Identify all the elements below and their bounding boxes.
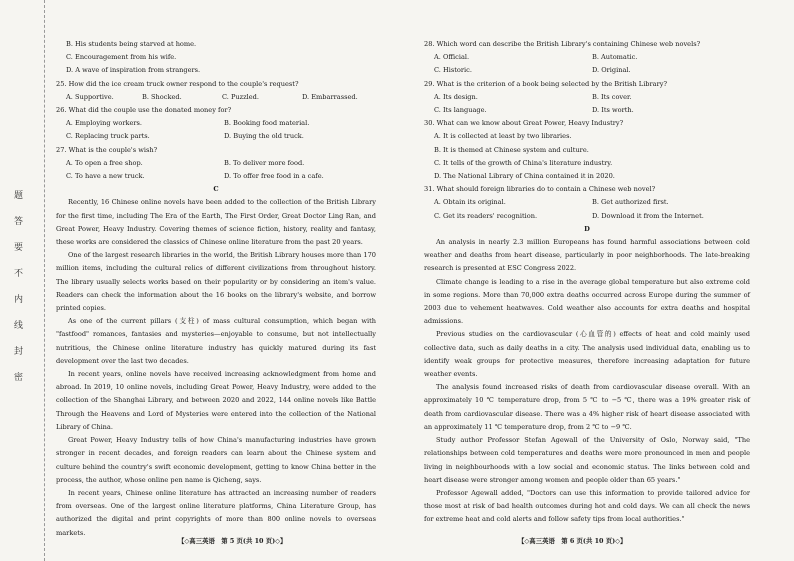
margin-char: 不 — [14, 269, 24, 279]
option-line: D. A wave of inspiration from strangers. — [66, 66, 201, 75]
question-stem: 29. What is the criterion of a book being selected by the British Library? — [424, 79, 668, 88]
passage-paragraph: Previous studies on the cardiovascular (心血管的) effects of heat and cold mainly used collective data, such as daily deaths in a city. The analysis used individual data, enabling us to identify weak groups for protective measures, therefore increasing adaptation for future weather events. — [424, 330, 750, 379]
option: A. Official. — [434, 53, 470, 62]
option-line: B. His students being starved at home. — [66, 40, 197, 48]
margin-char: 题 — [14, 191, 24, 201]
margin-char: 答 — [14, 217, 24, 227]
option: D. Embarrassed. — [302, 92, 358, 101]
option: C. To have a new truck. — [66, 172, 145, 181]
option-row — [56, 91, 376, 104]
question-stem: 28. Which word can describe the British Library's containing Chinese web novels? — [424, 40, 701, 48]
margin-char: 线 — [14, 321, 24, 331]
margin-char: 封 — [14, 347, 24, 357]
passage-paragraph: The analysis found increased risks of death from cardiovascular disease overall. With an approximately 10 ℃ temperature drop, from 5 ℃ to −5 ℃, there was a 19% greater risk of death from cardiovascular disease. There was a 4% higher risk of heart disease associated with an approximately 11 ℃ temperature drop, from 2 ℃ to −9 ℃. — [424, 383, 750, 431]
passage-paragraph: Professor Agewall added, "Doctors can use this information to provide tailored advice for those most at risk of bad health outcomes during hot and cold days. We can all check the news for extreme heat and cold alerts and follow safety tips from local authorities." — [424, 488, 750, 524]
right-page — [424, 38, 750, 527]
page-footer: 【◇高三英语 第 6 页(共 10 页)◇】 — [518, 537, 627, 545]
option-row — [424, 210, 750, 223]
option: D. Its worth. — [592, 106, 634, 115]
option: B. Automatic. — [592, 53, 638, 62]
option: A. To open a free shop. — [66, 158, 143, 167]
option: A. Employing workers. — [66, 119, 143, 128]
option: C. Get its readers' recognition. — [434, 211, 538, 220]
passage-paragraph: One of the largest research libraries in the world, the British Library houses more than 170 million items, including the cultural relics of different civilizations from throughout history. The library usually selects works based on their popularity or by considering an item's value. Readers can check the information about the 16 books on the library's website, and borrow printed copies. — [56, 251, 376, 313]
passage-paragraph: Recently, 16 Chinese online novels have been added to the collection of the British Library for the first time, including The Era of the Earth, The First Order, Great Doctor Ling Ran, and Great Power, Heavy Industry. Covering themes of science fiction, history, reality and fantasy, these works are considered the classics of Chinese online literature from the past 20 years. — [56, 198, 376, 247]
binding-margin — [0, 0, 45, 561]
passage-paragraph: Great Power, Heavy Industry tells of how China's manufacturing industries have grown stronger in recent decades, and foreign readers can learn about the Chinese system and culture behind the country's swift economic development, getting to know China better in the process, the author, whose online pen name is Qicheng, says. — [56, 436, 376, 484]
margin-char: 要 — [14, 243, 24, 253]
option-line: B. It is themed at Chinese system and culture. — [434, 145, 589, 154]
option-row — [56, 170, 376, 183]
option: B. To deliver more food. — [224, 158, 305, 167]
passage-paragraph: In recent years, Chinese online literature has attracted an increasing number of readers from overseas. One of the largest online literature platforms, China Literature Group, has authorized the digital and print copyrights of more than 800 online novels to overseas markets. — [56, 488, 376, 537]
question-stem: 26. What did the couple use the donated money for? — [56, 106, 232, 115]
option-line: D. The National Library of China contained it in 2020. — [434, 172, 615, 181]
passage-paragraph: In recent years, online novels have received increasing acknowledgment from home and abroad. In 2019, 10 online novels, including Great Power, Heavy Industry, were added to the collection of the Shanghai Library, and between 2020 and 2022, 144 online novels like Battle Through the Heavens and Lord of Mysteries were entered into the collection of the National Library of China. — [56, 370, 376, 431]
option: D. Download it from the Internet. — [592, 211, 704, 220]
option: B. Its cover. — [592, 92, 632, 101]
option-row — [56, 157, 376, 170]
question-stem: 30. What can we know about Great Power, Heavy Industry? — [424, 119, 624, 128]
question-stem: 27. What is the couple's wish? — [56, 145, 158, 154]
option: D. Original. — [592, 66, 631, 75]
option-line: A. It is collected at least by two libraries. — [434, 132, 572, 141]
question-stem: 25. How did the ice cream truck owner respond to the couple's request? — [56, 79, 299, 88]
option: C. Historic. — [434, 66, 472, 75]
passage-paragraph: Climate change is leading to a rise in the average global temperature but also extreme cold in some regions. More than 70,000 extra deaths occurred across Europe during the summer of 2003 due to vehement heatwaves. Cold weather also accounts for extra deaths and hospital admissions. — [424, 277, 750, 326]
option-row — [56, 130, 376, 143]
margin-char: 密 — [14, 373, 24, 383]
section-letter: C — [213, 185, 219, 194]
passage-paragraph: Study author Professor Stefan Agewall of the University of Oslo, Norway said, "The relationships between cold temperatures and deaths were more pronounced in men and people living in neighbourhoods with a low social and economic status. The links between cold and heart disease were stronger among women and people older than 65 years." — [424, 436, 750, 484]
option: B. Booking food material. — [224, 119, 310, 128]
option-line: C. Encouragement from his wife. — [66, 53, 177, 62]
option: C. Replacing truck parts. — [66, 132, 150, 141]
page-footer: 【◇高三英语 第 5 页(共 10 页)◇】 — [178, 537, 287, 545]
option-row — [424, 196, 750, 209]
option-line: C. It tells of the growth of China's literature industry. — [434, 158, 613, 167]
option-row — [424, 51, 750, 64]
option: A. Obtain its original. — [434, 198, 506, 207]
passage-paragraph: An analysis in nearly 2.3 million Europeans has found harmful associations between cold weather and deaths from heart disease, particularly in poor neighborhoods. The late-breaking research is presented at ESC Congress 2022. — [424, 238, 750, 273]
option: A. Its design. — [434, 92, 478, 101]
option-row — [56, 117, 376, 130]
option: C. Puzzled. — [222, 92, 259, 101]
option-row — [424, 104, 750, 117]
option-row — [424, 64, 750, 77]
section-letter: D — [584, 224, 590, 233]
question-stem: 31. What should foreign libraries do to contain a Chinese web novel? — [424, 185, 656, 194]
option: B. Get authorized first. — [592, 198, 669, 207]
passage-paragraph: As one of the current pillars (支柱) of mass cultural consumption, which began with "fastfood" romances, fantasies and mysteries—enjoyable to consume, but not intellectually nutritious, the Chinese online literature industry has quickly matured during its fast development over the last two decades. — [56, 317, 376, 365]
margin-char: 内 — [14, 295, 24, 305]
option: C. Its language. — [434, 106, 487, 115]
option-row — [424, 91, 750, 104]
left-page — [56, 38, 376, 540]
option: D. To offer free food in a cafe. — [224, 172, 324, 181]
option: D. Buying the old truck. — [224, 132, 304, 141]
option: B. Shocked. — [142, 92, 182, 101]
option: A. Supportive. — [66, 92, 114, 101]
